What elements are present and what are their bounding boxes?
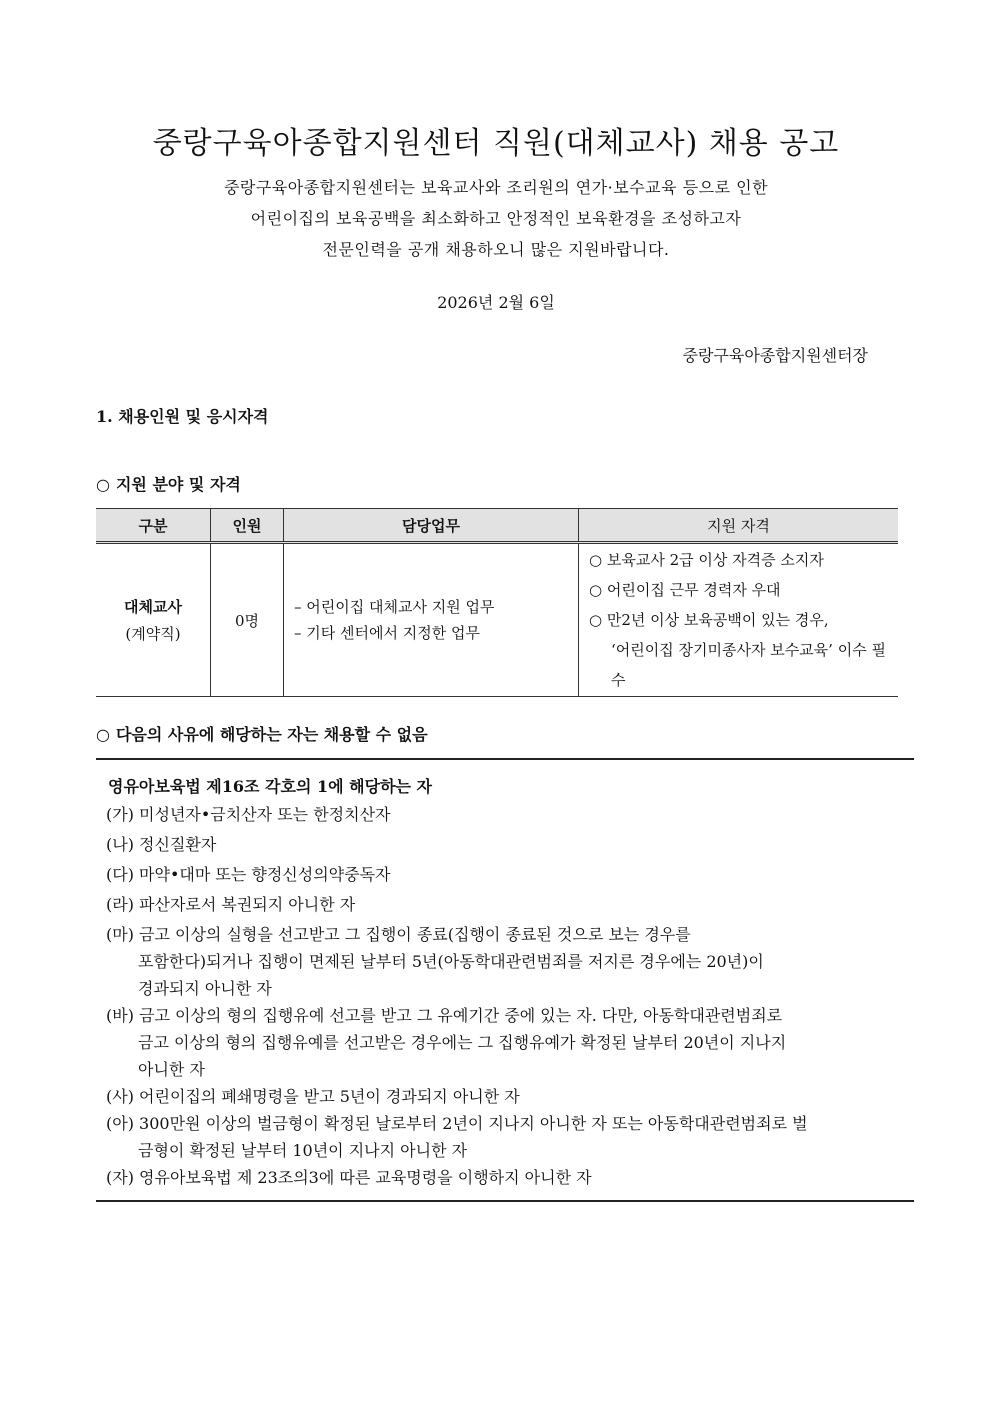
header-count: 인원 [211, 509, 284, 543]
section-heading: 1. 채용인원 및 응시자격 [96, 407, 269, 426]
page-title: 중랑구육아종합지원센터 직원(대체교사) 채용 공고 [152, 126, 840, 162]
position-type: (계약직) [125, 625, 181, 643]
recruitment-table [96, 508, 898, 697]
duty-item: – 기타 센터에서 지정한 업무 [294, 624, 480, 642]
sub-heading-text: 지원 분야 및 자격 [115, 475, 241, 494]
disqualification-list [106, 801, 808, 1191]
intro-line: 중랑구육아종합지원센터는 보육교사와 조리원의 연가·보수교육 등으로 인한 [223, 178, 769, 197]
qualification-item: ○ 어린이집 근무 경력자 우대 [589, 581, 781, 599]
list-item-continued: 포함한다)되거나 집행이 면제된 날부터 5년(아동학대관련범죄를 저지른 경우에는 20년)이 [138, 952, 764, 971]
intro-line: 어린이집의 보육공백을 최소화하고 안정적인 보육환경을 조성하고자 [250, 209, 742, 228]
position-name: 대체교사 [124, 598, 182, 616]
table-header-row [96, 509, 898, 543]
duty-item: – 어린이집 대체교사 지원 업무 [294, 598, 495, 616]
sub-heading-disqualification [96, 722, 428, 745]
disqualification-box [96, 758, 914, 1202]
law-reference: 영유아보육법 제16조 각호의 1에 해당하는 자 [108, 777, 433, 796]
count-cell: 0명 [211, 543, 284, 697]
list-item: (사) 어린이집의 폐쇄명령을 받고 5년이 경과되지 아니한 자 [106, 1087, 520, 1106]
header-category: 구분 [96, 509, 211, 543]
sub-heading-qualifications [96, 472, 241, 495]
table-row [96, 543, 898, 697]
duties-cell [284, 543, 579, 697]
list-item-continued: 아니한 자 [138, 1060, 205, 1079]
header-qualifications: 지원 자격 [579, 509, 899, 543]
intro-line: 전문인력을 공개 채용하오니 많은 지원바랍니다. [322, 240, 670, 259]
intro-paragraph [0, 172, 992, 265]
sub-heading-text: 다음의 사유에 해당하는 자는 채용할 수 없음 [115, 725, 428, 744]
list-item: (나) 정신질환자 [106, 835, 217, 854]
circle-bullet: ○ [96, 725, 110, 744]
list-item: (마) 금고 이상의 실형을 선고받고 그 집행이 종료(집행이 종료된 것으로 보는 경우를 [106, 925, 691, 944]
list-item-continued: 금고 이상의 형의 집행유예를 선고받은 경우에는 그 집행유예가 확정된 날부터 20년이 지나지 [138, 1033, 787, 1052]
position-cell [96, 543, 211, 697]
list-item-continued: 금형이 확정된 날부터 10년이 지나지 아니한 자 [138, 1141, 468, 1160]
qualification-item-continued: ‘어린이집 장기미종사자 보수교육’ 이수 필수 [611, 641, 886, 689]
list-item: (바) 금고 이상의 형의 집행유예 선고를 받고 그 유예기간 중에 있는 자. 다만, 아동학대관련범죄로 [106, 1006, 783, 1025]
list-item: (아) 300만원 이상의 벌금형이 확정된 날로부터 2년이 지나지 아니한 자 또는 아동학대관련범죄로 벌 [106, 1114, 808, 1133]
list-item: (다) 마약•대마 또는 향정신성의약중독자 [106, 865, 391, 884]
list-item-continued: 경과되지 아니한 자 [138, 979, 272, 998]
list-item: (라) 파산자로서 복권되지 아니한 자 [106, 895, 356, 914]
issuer: 중랑구육아종합지원센터장 [682, 346, 868, 365]
qualification-item: ○ 보육교사 2급 이상 자격증 소지자 [589, 551, 824, 569]
list-item: (가) 미성년자•금치산자 또는 한정치산자 [106, 805, 391, 824]
qualifications-cell [579, 543, 899, 697]
header-duties: 담당업무 [284, 509, 579, 543]
notice-date: 2026년 2월 6일 [437, 293, 555, 312]
qualification-item: ○ 만2년 이상 보육공백이 있는 경우, [589, 611, 829, 629]
circle-bullet: ○ [96, 475, 110, 494]
list-item: (자) 영유아보육법 제 23조의3에 따른 교육명령을 이행하지 아니한 자 [106, 1168, 592, 1187]
